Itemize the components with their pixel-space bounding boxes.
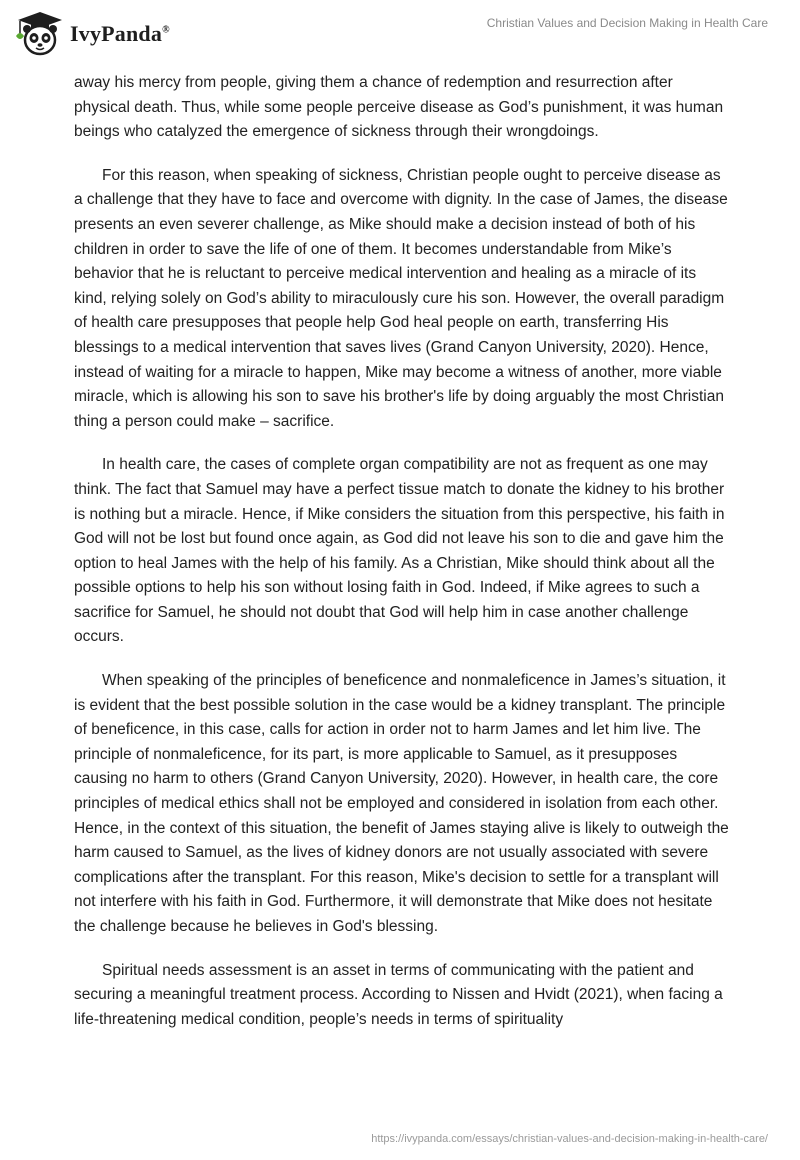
panda-graduate-icon [14,10,66,58]
essay-body [74,71,730,1051]
page-header [0,0,800,70]
paragraph: When speaking of the principles of beneficence and nonmaleficence in James’s situation, it is evident that the best possible solution in the case would be a kidney transplant. The principle of beneficence, in this case, calls for action in order not to harm James and let him live. The principle of nonmaleficence, for its part, is more applicable to Samuel, as it presupposes causing no harm to others (Grand Canyon University, 2020). However, in health care, the core principles of medical ethics shall not be employed and considered in isolation from each other. Hence, in the context of this situation, the benefit of James staying alive is likely to outweigh the harm caused to Samuel, as the lives of kidney donors are not usually associated with severe complications after the transplant. For this reason, Mike's decision to settle for a transplant will not interfere with his faith in God. Furthermore, it will demonstrate that Mike does not hesitate the challenge because he believes in God's blessing. [74,672,729,935]
document-title: Christian Values and Decision Making in Health Care [486,16,768,30]
source-url[interactable]: https://ivypanda.com/essays/christian-values-and-decision-making-in-health-care/ [371,1133,768,1145]
paragraph: away his mercy from people, giving them a chance of redemption and resurrection after physical death. Thus, while some people perceive disease as God’s punishment, it was human beings who catalyzed the emergence of sickness through their wrongdoings. [74,74,724,141]
paragraph: Spiritual needs assessment is an asset in terms of communicating with the patient and securing a meaningful treatment process. According to Nissen and Hvidt (2021), when facing a life-threatening medical condition, people’s needs in terms of spirituality [74,961,723,1028]
paragraph: For this reason, when speaking of sickness, Christian people ought to perceive disease as a challenge that they have to face and overcome with dignity. In the case of James, the disease presents an even severer challenge, as Mike should make a decision instead of both of his children in order to save the life of one of them. It becomes understandable from Mike’s behavior that he is reluctant to perceive medical intervention and healing as a miracle of its kind, relying solely on God’s ability to miraculously cure his son. However, the overall paradigm of health care presupposes that people help God heal people on earth, transferring His blessings to a medical intervention that saves lives (Grand Canyon University, 2020). Hence, instead of waiting for a miracle to happen, Mike may become a witness of another, more viable miracle, which is allowing his son to save his brother's life by doing arguably the most Christian thing a person could make – sacrifice. [74,166,728,430]
paragraph: In health care, the cases of complete organ compatibility are not as frequent as one may think. The fact that Samuel may have a perfect tissue match to donate the kidney to his brother is nothing but a miracle. Hence, if Mike considers the situation from this perspective, his faith in God will not be lost but found once again, as God did not leave his son to die and gave him the option to heal James with the help of his family. As a Christian, Mike should think about all the possible options to help his son without losing faith in God. Indeed, if Mike agrees to such a sacrifice for Samuel, he should not doubt that God will help him in case another challenge occurs. [74,456,725,646]
ivypanda-logo[interactable] [14,10,170,58]
logo-wordmark: IvyPanda® [70,21,170,46]
